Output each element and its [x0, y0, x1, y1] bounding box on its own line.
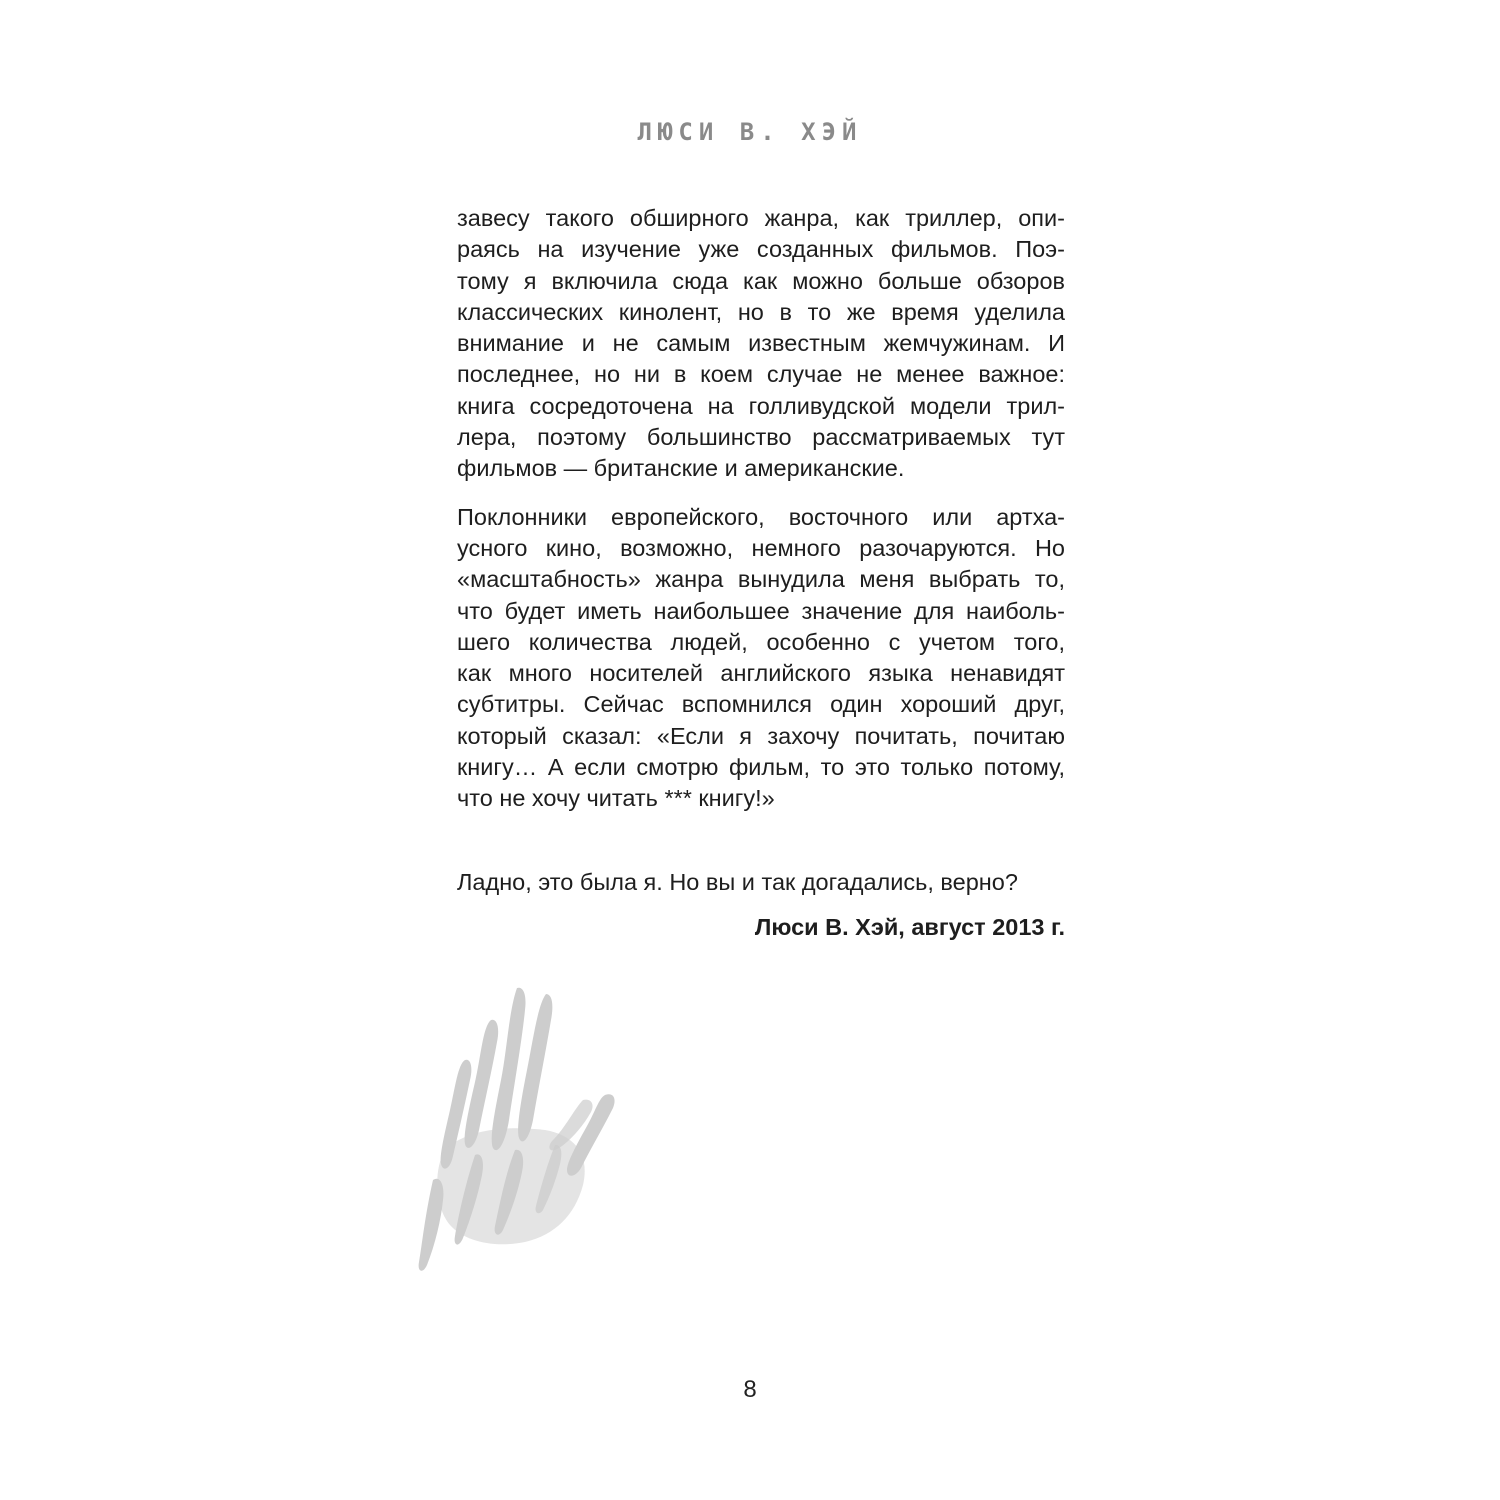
text-line: раясь на изучение уже созданных фильмов. Поэ-: [457, 236, 1065, 263]
page-number: 8: [743, 1376, 757, 1403]
text-line: субтитры. Сейчас вспомнился один хороший друг,: [457, 691, 1065, 718]
text-line: усного кино, возможно, немного разочаруются. Но: [457, 534, 1065, 561]
text-line: книга сосредоточена на голливудской модели трил-: [457, 392, 1065, 419]
text-line: «масштабность» жанра вынудила меня выбрать то,: [457, 566, 1065, 593]
text-line: классических кинолент, но в то же время уделила: [457, 298, 1065, 325]
text-line: Поклонники европейского, восточного или артха-: [457, 503, 1065, 530]
text-line: внимание и не самым известным жемчужинам. И: [457, 330, 1065, 357]
running-header: ЛЮСИ В. ХЭЙ: [637, 118, 863, 146]
text-line: который сказал: «Если я захочу почитать, почитаю: [457, 722, 1065, 749]
paragraph-1: [457, 203, 1065, 485]
text-line: что не хочу читать *** книгу!»: [457, 785, 775, 812]
body-text: [457, 203, 1065, 815]
text-line: завесу такого обширного жанра, как триллер, опи-: [457, 205, 1065, 231]
text-line: фильмов — британские и американские.: [457, 455, 905, 482]
handprint-icon: [405, 980, 655, 1280]
paragraph-2: [457, 502, 1065, 815]
text-line: последнее, но ни в коем случае не менее важное:: [457, 361, 1065, 388]
text-line: тому я включила сюда как можно больше обзоров: [457, 267, 1065, 294]
author-signature: Люси В. Хэй, август 2013 г.: [754, 914, 1065, 940]
text-line: как много носителей английского языка ненавидят: [457, 660, 1065, 687]
text-line: книгу… А если смотрю фильм, то это только потому,: [457, 754, 1065, 781]
text-line: лера, поэтому большинство рассматриваемых тут: [457, 424, 1065, 451]
text-line: шего количества людей, особенно с учетом того,: [457, 628, 1065, 655]
closing-line: Ладно, это была я. Но вы и так догадались, верно?: [457, 869, 1018, 895]
text-line: что будет иметь наибольшее значение для наиболь-: [457, 597, 1065, 624]
